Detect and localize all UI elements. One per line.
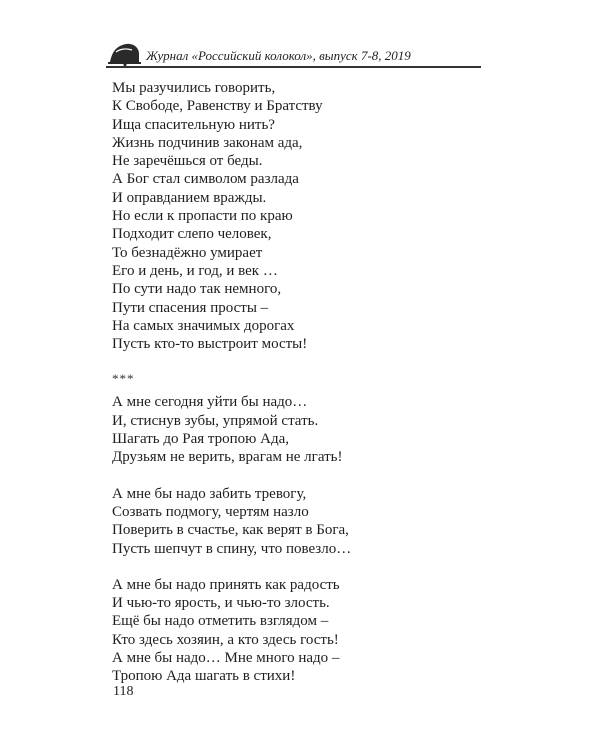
poem-line: Не заречёшься от беды. xyxy=(112,153,263,170)
page-number: 118 xyxy=(113,684,134,699)
poem-line: А мне сегодня уйти бы надо… xyxy=(112,394,308,411)
poem-line: А мне бы надо… Мне много надо – xyxy=(112,650,340,667)
poem-stanza xyxy=(112,485,492,558)
poem-body xyxy=(112,79,492,686)
poem-line: А мне бы надо принять как радость xyxy=(112,576,340,593)
poem-line: На самых значимых дорогах xyxy=(112,317,295,334)
poem-line: Подходит слепо человек, xyxy=(112,226,272,243)
section-separator: *** xyxy=(112,371,135,387)
poem-line: Пусть кто-то выстроит мосты! xyxy=(112,336,308,353)
poem-line: И чью-то ярость, и чью-то злость. xyxy=(112,595,330,612)
stanza-spacer xyxy=(112,558,492,576)
poem-line: Шагать до Рая тропою Ада, xyxy=(112,431,289,448)
poem-line: Кто здесь хозяин, а кто здесь гость! xyxy=(112,631,339,648)
poem-line: Пусть шепчут в спину, что повезло… xyxy=(112,540,352,557)
poem-line: То безнадёжно умирает xyxy=(112,244,263,261)
poem-line: Друзьям не верить, врагам не лгать! xyxy=(112,449,343,466)
poem-line: А Бог стал символом разлада xyxy=(112,171,299,188)
poem-line: По сути надо так немного, xyxy=(112,281,282,298)
poem-line: Мы разучились говорить, xyxy=(112,80,276,96)
poem-line: Ещё бы надо отметить взглядом – xyxy=(112,613,329,630)
journal-title: Журнал «Российский колокол», выпуск 7-8, 2019 xyxy=(146,48,411,63)
poem-stanza xyxy=(112,393,492,466)
poem-line: Ища спасительную нить? xyxy=(112,116,275,133)
poem-line: Тропою Ада шагать в стихи! xyxy=(112,668,296,685)
poem-line: К Свободе, Равенству и Братству xyxy=(112,98,323,115)
poem-line: Жизнь подчинив законам ада, xyxy=(112,134,303,151)
poem-line: Поверить в счастье, как верят в Бога, xyxy=(112,522,349,539)
poem-line: Пути спасения просты – xyxy=(112,299,269,316)
poem-stanza xyxy=(112,576,492,686)
poem-line: Его и день, и год, и век … xyxy=(112,262,278,279)
poem-line: И, стиснув зубы, упрямой стать. xyxy=(112,412,319,429)
stanza-spacer xyxy=(112,467,492,485)
bell-logo-icon xyxy=(106,40,142,66)
header-divider xyxy=(106,66,481,68)
running-header xyxy=(106,40,481,70)
poem-line: Созвать подмогу, чертям назло xyxy=(112,503,309,520)
poem-line: И оправданием вражды. xyxy=(112,189,267,206)
poem-line: Но если к пропасти по краю xyxy=(112,208,293,225)
poem-stanza xyxy=(112,79,492,353)
stanza-spacer xyxy=(112,353,492,371)
poem-line: А мне бы надо забить тревогу, xyxy=(112,485,307,502)
